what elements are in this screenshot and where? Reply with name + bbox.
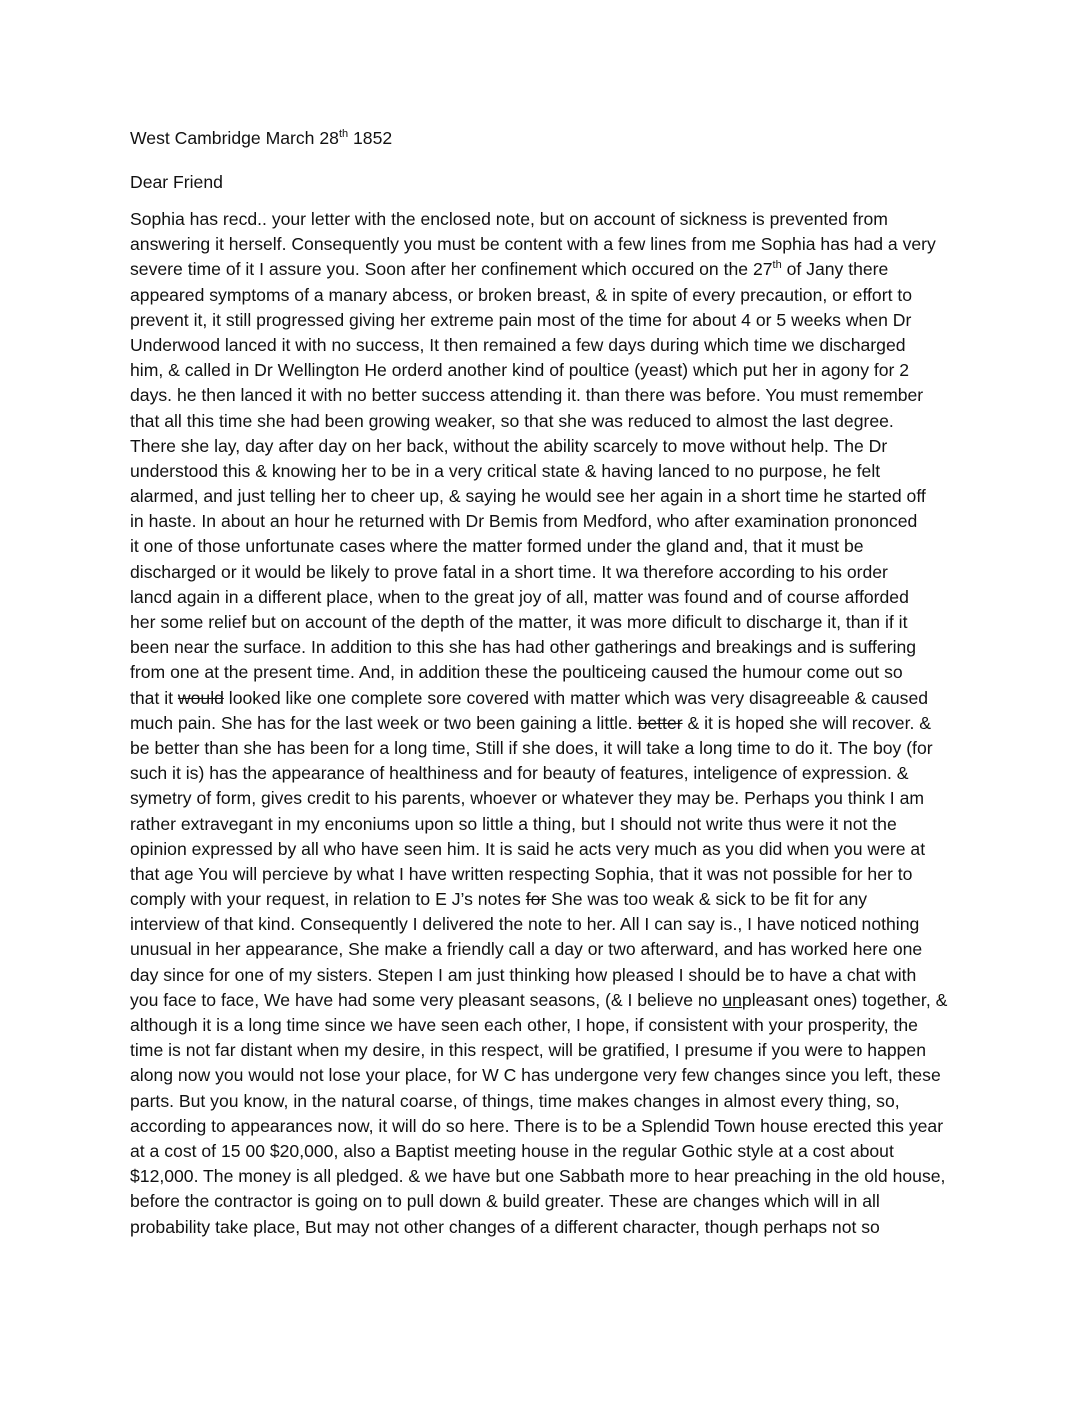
line-text: in haste. In about an hour he returned with Dr Bemis from Medford, who after examination prononced — [130, 511, 918, 532]
letter-line — [130, 409, 970, 434]
line-text: prevent it, it still progressed giving her extreme pain most of the time for about 4 or 5 weeks when Dr — [130, 309, 912, 330]
letter-line — [130, 333, 970, 358]
line-text: opinion expressed by all who have seen him. It is said he acts very much as you did when you were at — [130, 838, 926, 859]
letter-line — [130, 711, 970, 736]
line-text: probability take place, But may not other changes of a different character, though perhaps not so — [130, 1216, 880, 1237]
letter-line — [130, 1063, 970, 1088]
line-text: Sophia has recd.. your letter with the enclosed note, but on account of sickness is prevented from — [130, 209, 888, 229]
line-text: alarmed, and just telling her to cheer up, & saying he would see her again in a short time he started off — [130, 486, 926, 507]
ordinal-suffix: th — [772, 259, 782, 272]
line-text: that it — [130, 687, 178, 708]
letter-line — [130, 484, 970, 509]
letter-line — [130, 812, 970, 837]
line-text: be better than she has been for a long time, Still if she does, it will take a long time to do it. The boy (for — [130, 737, 933, 758]
letter-line — [130, 585, 970, 610]
letter-line — [130, 862, 970, 887]
letter-line — [130, 1164, 970, 1189]
line-text: parts. But you know, in the natural coarse, of things, time makes changes in almost every thing, so, — [130, 1090, 900, 1111]
line-text: unusual in her appearance, She make a friendly call a day or two afterward, and has worked here one — [130, 939, 923, 960]
letter-line — [130, 912, 970, 937]
line-text: & it is hoped she will recover. & — [682, 712, 931, 733]
letter-line — [130, 988, 970, 1013]
line-text: from one at the present time. And, in addition these the poulticeing caused the humour come out so — [130, 662, 903, 683]
letter-dateline — [130, 128, 392, 149]
line-text: before the contractor is going on to pull down & build greater. These are changes which will in all — [130, 1191, 880, 1212]
line-text: it one of those unfortunate cases where the matter formed under the gland and, that it must be — [130, 536, 864, 557]
letter-line — [130, 686, 970, 711]
dateline-text: West Cambridge March 28 — [130, 128, 339, 148]
letter-line — [130, 660, 970, 685]
line-text: comply with your request, in relation to E J’s notes — [130, 889, 526, 910]
letter-line — [130, 736, 970, 761]
letter-line — [130, 308, 970, 333]
letter-line — [130, 1089, 970, 1114]
dateline-ordinal-suffix: th — [338, 128, 349, 141]
line-text: severe time of it I assure you. Soon after her confinement which occured on the 27 — [130, 259, 773, 280]
struck-word: for — [525, 889, 547, 910]
line-text: at a cost of 15 00 $20,000, also a Baptist meeting house in the regular Gothic style at a cost about — [130, 1140, 894, 1161]
letter-line — [130, 1114, 970, 1139]
line-text: him, & called in Dr Wellington He orderd another kind of poultice (yeast) which put her in agony for 2 — [130, 360, 910, 381]
letter-line — [130, 963, 970, 988]
letter-line — [130, 1038, 970, 1063]
line-text: that all this time she had been growing weaker, so that she was reduced to almost the last degree. — [130, 410, 894, 431]
letter-line — [130, 887, 970, 912]
letter-line — [130, 937, 970, 962]
line-text: looked like one complete sore covered with matter which was very disagreeable & caused — [223, 687, 929, 708]
letter-line — [130, 534, 970, 559]
line-text: understood this & knowing her to be in a very critical state & having lanced to no purpose, he felt — [130, 460, 881, 481]
line-text: answering it herself. Consequently you must be content with a few lines from me Sophia has had a very — [130, 234, 936, 255]
line-text: according to appearances now, it will do so here. There is to be a Splendid Town house erected this year — [130, 1115, 944, 1136]
letter-line — [130, 1139, 970, 1164]
line-text: day since for one of my sisters. Stepen I am just thinking how pleased I should be to have a chat with — [130, 964, 917, 985]
line-text: although it is a long time since we have seen each other, I hope, if consistent with your prosperity, the — [130, 1015, 918, 1035]
line-text: $12,000. The money is all pledged. & we have but one Sabbath more to hear preaching in the old house, — [130, 1166, 946, 1187]
letter-line — [130, 635, 970, 660]
letter-line — [130, 610, 970, 635]
line-text: There she lay, day after day on her back, without the ability scarcely to move without help. The Dr — [130, 435, 888, 456]
underlined-text: un — [722, 989, 742, 1010]
line-text: her some relief but on account of the depth of the matter, it was more dificult to discharge it, than if it — [130, 612, 908, 632]
letter-line — [130, 358, 970, 383]
line-text: pleasant ones) together, & — [741, 989, 948, 1010]
letter-line — [130, 786, 970, 811]
letter-line — [130, 459, 970, 484]
letter-line — [130, 560, 970, 585]
dateline-year: 1852 — [348, 128, 393, 148]
line-text: appeared symptoms of a manary abcess, or broken breast, & in spite of every precaution, or effort to — [130, 284, 913, 305]
line-text: lancd again in a different place, when to the great joy of all, matter was found and of course afforded — [130, 586, 909, 607]
line-text: such it is) has the appearance of healthiness and for beauty of features, inteligence of expression. & — [130, 763, 909, 784]
letter-line — [130, 232, 970, 257]
line-text: days. he then lanced it with no better success attending it. than there was before. You must remember — [130, 385, 924, 406]
letter-line — [130, 1215, 970, 1240]
struck-word: would — [177, 687, 224, 708]
letter-line — [130, 1189, 970, 1214]
line-text: interview of that kind. Consequently I delivered the note to her. All I can say is., I have noticed nothing — [130, 914, 920, 935]
letter-line — [130, 257, 970, 282]
line-text: been near the surface. In addition to this she has had other gatherings and breakings and is suffering — [130, 637, 917, 658]
line-text: you face to face, We have had some very pleasant seasons, (& I believe no — [130, 989, 723, 1010]
letter-line — [130, 207, 970, 232]
line-text: time is not far distant when my desire, in this respect, will be gratified, I presume if you were to happen — [130, 1040, 927, 1061]
letter-line — [130, 434, 970, 459]
line-text: She was too weak & sick to be fit for any — [546, 889, 868, 910]
letter-line — [130, 383, 970, 408]
line-text: discharged or it would be likely to prove fatal in a short time. It wa therefore according to his order — [130, 561, 888, 582]
line-text: rather extravegant in my enconiums upon so little a thing, but I should not write thus were it not the — [130, 813, 897, 834]
line-text: along now you would not lose your place, for W C has undergone very few changes since you left, these — [130, 1065, 941, 1086]
letter-line — [130, 837, 970, 862]
line-text: of Jany there — [781, 259, 889, 280]
letter-salutation: Dear Friend — [130, 172, 223, 192]
line-text: that age You will percieve by what I have written respecting Sophia, that it was not possible for her to — [130, 863, 913, 884]
letter-line — [130, 283, 970, 308]
line-text: symetry of form, gives credit to his parents, whoever or whatever they may be. Perhaps you think I am — [130, 788, 925, 809]
struck-word: better — [637, 712, 683, 733]
line-text: Underwood lanced it with no success, It then remained a few days during which time we discharged — [130, 334, 906, 355]
letter-line — [130, 761, 970, 786]
letter-body — [130, 207, 970, 1240]
letter-line — [130, 1013, 970, 1038]
line-text: much pain. She has for the last week or two been gaining a little. — [130, 712, 638, 733]
letter-line — [130, 509, 970, 534]
